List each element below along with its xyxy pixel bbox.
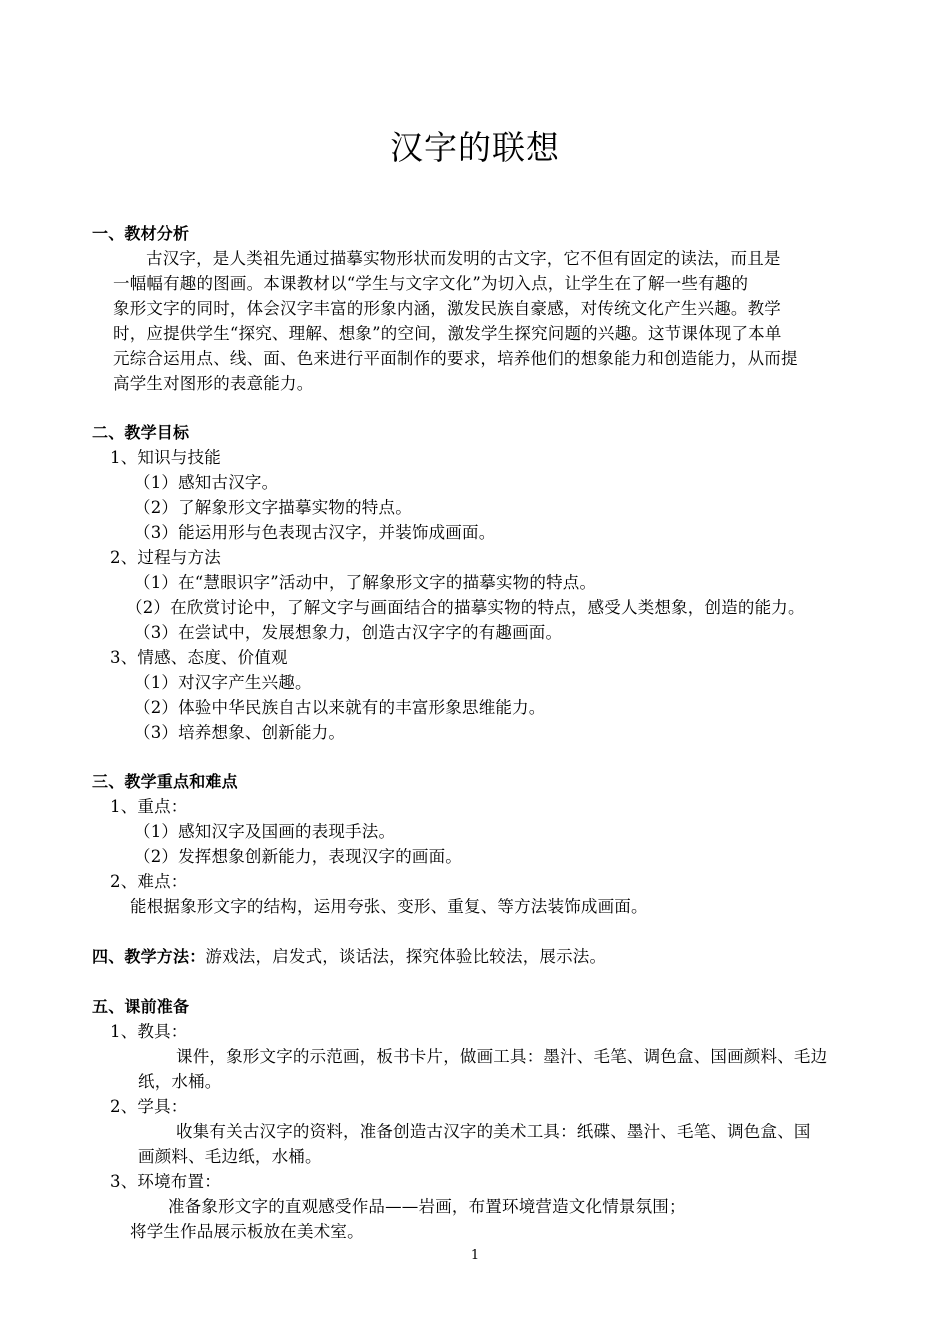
paragraph-line: 将学生作品展示板放在美术室。 xyxy=(130,1222,364,1241)
section-heading-methods: 四、教学方法： xyxy=(92,947,206,966)
list-item: （2）发挥想象创新能力，表现汉字的画面。 xyxy=(134,847,462,866)
section-heading-analysis: 一、教材分析 xyxy=(92,224,190,243)
subheading: 2、过程与方法 xyxy=(110,548,221,567)
paragraph-line: 能根据象形文字的结构，运用夸张、变形、重复、等方法装饰成画面。 xyxy=(130,897,648,916)
subheading: 3、情感、态度、价值观 xyxy=(110,648,288,667)
list-item: （2）了解象形文字描摹实物的特点。 xyxy=(134,498,412,517)
methods-text: 游戏法，启发式，谈话法，探究体验比较法，展示法。 xyxy=(205,947,607,966)
list-item: （1）感知古汉字。 xyxy=(134,473,279,492)
subheading: 2、学具： xyxy=(110,1097,188,1116)
paragraph-line: 课件，象形文字的示范画，板书卡片，做画工具：墨汁、毛笔、调色盒、国画颜料、毛边 xyxy=(176,1047,828,1066)
paragraph-line: 纸，水桶。 xyxy=(138,1072,222,1091)
paragraph-line: 高学生对图形的表意能力。 xyxy=(113,374,314,393)
paragraph-line: 一幅幅有趣的图画。本课教材以“学生与文字文化”为切入点，让学生在了解一些有趣的 xyxy=(113,274,749,293)
list-item: （3）培养想象、创新能力。 xyxy=(134,723,346,742)
list-item: （2）体验中华民族自古以来就有的丰富形象思维能力。 xyxy=(134,698,546,717)
subheading: 1、知识与技能 xyxy=(110,448,221,467)
list-item: （1）在“慧眼识字”活动中，了解象形文字的描摹实物的特点。 xyxy=(134,573,597,592)
page-title: 汉字的联想 xyxy=(390,128,560,167)
subheading: 1、重点： xyxy=(110,797,188,816)
paragraph-line: 收集有关古汉字的资料，准备创造古汉字的美术工具：纸碟、墨汁、毛笔、调色盒、国 xyxy=(176,1122,811,1141)
section-heading-goals: 二、教学目标 xyxy=(92,423,190,442)
section-heading-key-points: 三、教学重点和难点 xyxy=(92,772,238,791)
page-number: 1 xyxy=(470,1248,480,1263)
subheading: 2、难点： xyxy=(110,872,188,891)
subheading: 3、环境布置： xyxy=(110,1172,221,1191)
methods-line xyxy=(92,945,606,969)
paragraph-line: 象形文字的同时，体会汉字丰富的形象内涵，激发民族自豪感，对传统文化产生兴趣。教学 xyxy=(113,299,781,318)
subheading: 1、教具： xyxy=(110,1022,188,1041)
paragraph-line: 画颜料、毛边纸，水桶。 xyxy=(138,1147,322,1166)
paragraph-line: 古汉字，是人类祖先通过描摹实物形状而发明的古文字，它不但有固定的读法，而且是 xyxy=(146,249,781,268)
section-heading-preparation: 五、课前准备 xyxy=(92,997,190,1016)
list-item: （1）对汉字产生兴趣。 xyxy=(134,673,312,692)
paragraph-line: 时，应提供学生“探究、理解、想象”的空间，激发学生探究问题的兴趣。这节课体现了本单 xyxy=(113,324,782,343)
list-item: （2）在欣赏讨论中，了解文字与画面结合的描摹实物的特点，感受人类想象，创造的能力。 xyxy=(126,598,805,617)
list-item: （3）在尝试中，发展想象力，创造古汉字字的有趣画面。 xyxy=(134,623,563,642)
paragraph-line: 准备象形文字的直观感受作品——岩画，布置环境营造文化情景氛围； xyxy=(168,1197,686,1216)
paragraph-line: 元综合运用点、线、面、色来进行平面制作的要求，培养他们的想象能力和创造能力，从而提 xyxy=(113,349,798,368)
list-item: （3）能运用形与色表现古汉字，并装饰成画面。 xyxy=(134,523,496,542)
list-item: （1）感知汉字及国画的表现手法。 xyxy=(134,822,396,841)
